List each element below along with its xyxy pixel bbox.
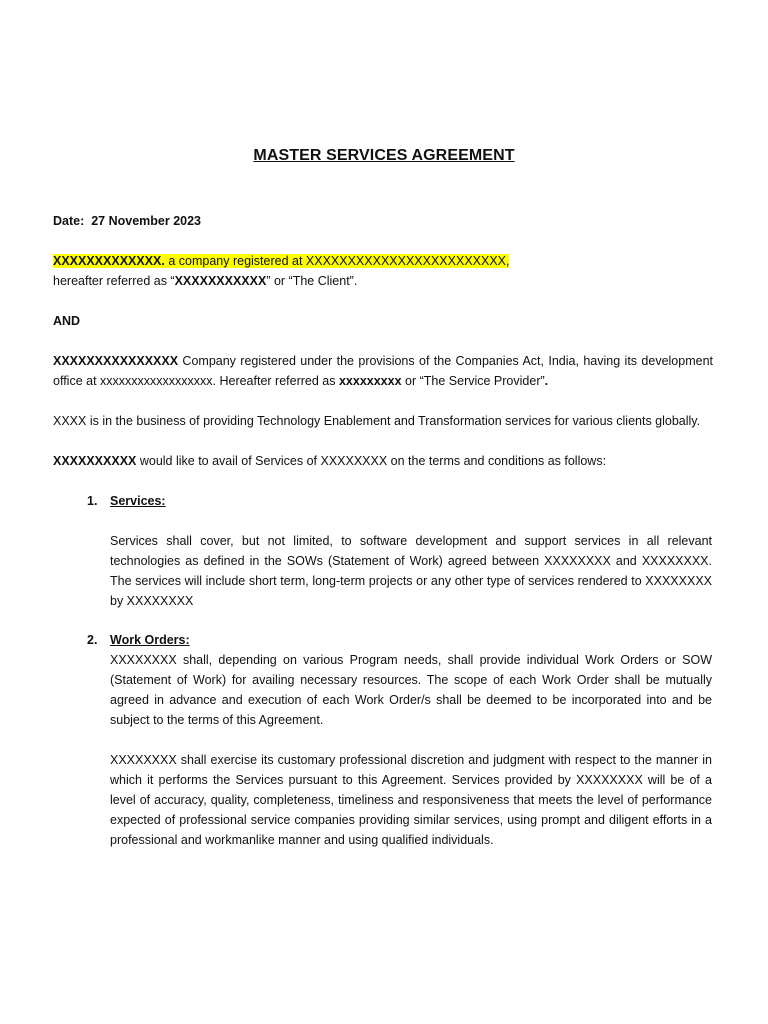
party1-name: XXXXXXXXXXXXX. xyxy=(53,254,165,268)
business-paragraph: XXXX is in the business of providing Technology Enablement and Transformation services for various clients globally. xyxy=(53,414,701,428)
party2-end: . xyxy=(544,374,549,388)
date-line xyxy=(53,211,713,231)
party1-alias: XXXXXXXXXXX xyxy=(174,274,267,288)
section-2-heading: Work Orders: xyxy=(110,633,190,647)
party1-highlight xyxy=(53,254,509,268)
party1-line2-post: ” or “The Client”. xyxy=(266,274,358,288)
date-value: 27 November 2023 xyxy=(91,214,202,228)
section-1-paragraph: Services shall cover, but not limited, to software development and support services in all relevant technologies as defined in the SOWs (Statement of Work) agreed between XXXXXXXX and XXXXXXXX. The services will include short term, long-term projects or any other type of services rendered to XXXXXXXX by XXXXXXXX xyxy=(110,534,712,608)
section-2-paragraph-2: XXXXXXXX shall exercise its customary professional discretion and judgment with respect to the manner in which it performs the Services pursuant to this Agreement. Services provided by XXXXXXXX will be of a level of accuracy, quality, completeness, timeliness and responsiveness that meets the level of performance expected of professional service companies providing similar services, using prompt and diligent efforts in a professional and workmanlike manner and using qualified individuals. xyxy=(110,753,712,847)
section-1-number: 1. xyxy=(87,494,98,508)
and-separator: AND xyxy=(53,314,81,328)
party2-paragraph xyxy=(53,351,713,391)
party1-paragraph xyxy=(53,251,713,291)
avail-text: would like to avail of Services of XXXXXXXX on the terms and conditions as follows: xyxy=(136,454,607,468)
party2-alias: xxxxxxxxx xyxy=(338,374,402,388)
party2-text2: or “The Service Provider” xyxy=(401,374,545,388)
section-2-paragraph-1: XXXXXXXX shall, depending on various Program needs, shall provide individual Work Orders or SOW (Statement of Work) for availing necessary resources. The scope of each Work Order shall be mutually agreed in advance and execution of each Work Order/s shall be deemed to be incorporated into and be subject to the terms of this Agreement. xyxy=(110,653,712,727)
avail-paragraph xyxy=(53,451,713,471)
section-2-number: 2. xyxy=(87,633,98,647)
party2-text1: Company registered under the provisions of the Companies Act, India, having its development office at xxxxxxxxxxxxxxxxxx. Hereafter referred as xyxy=(53,354,713,388)
party1-line2-pre: hereafter referred as “ xyxy=(53,274,175,288)
party2-name: XXXXXXXXXXXXXXX xyxy=(53,354,179,368)
section-1-heading: Services: xyxy=(110,494,166,508)
document-title: MASTER SERVICES AGREEMENT xyxy=(253,147,515,164)
party1-registered: a company registered at XXXXXXXXXXXXXXXXXXXXXXXX, xyxy=(164,254,510,268)
date-label: Date: xyxy=(53,214,85,228)
avail-name: XXXXXXXXXX xyxy=(53,454,137,468)
